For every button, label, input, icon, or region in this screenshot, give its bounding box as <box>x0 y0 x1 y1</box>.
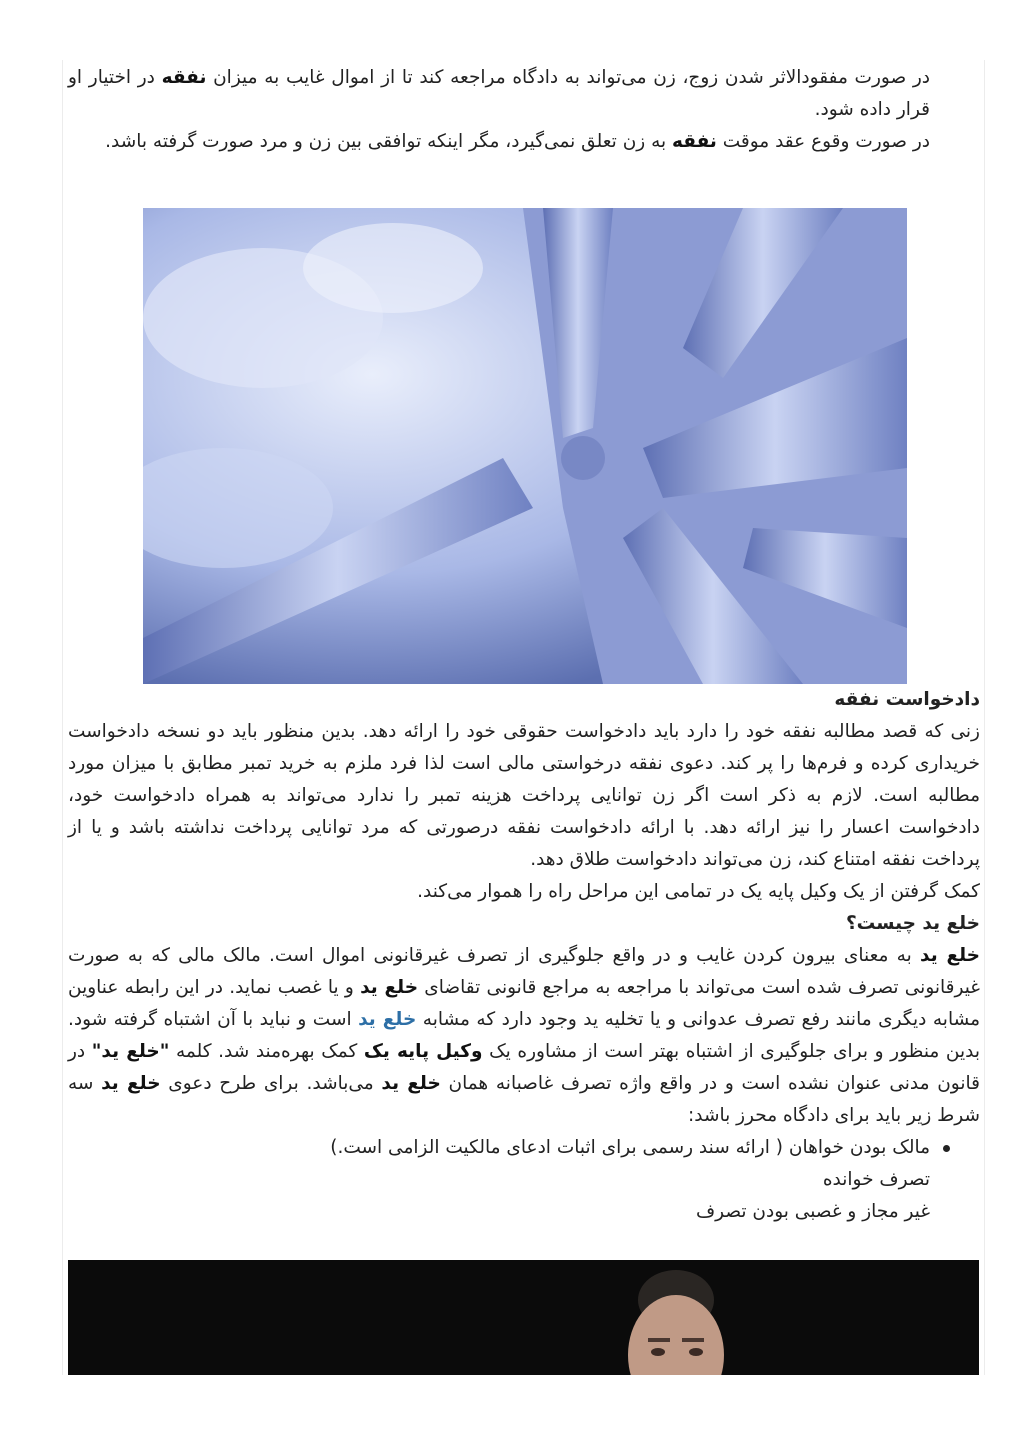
article-top <box>68 62 980 158</box>
paragraph-absent-husband: در صورت مفقودالاثر شدن زوج، زن می‌تواند به دادگاه مراجعه کند تا از اموال غایب به میزان نفقه در اختیار او قرار داده شود. <box>68 67 931 120</box>
bold-nafaqe: نفقه <box>672 131 717 152</box>
list-item: تصرف خوانده <box>822 1169 930 1190</box>
paragraph-khal-yad: خلع ید به معنای بیرون کردن غایب و در واقع جلوگیری از تصرف غیرقانونی اموال است. مالک مالی که به صورت غیرقانونی تصرف شده است می‌تواند با مراجعه به مراجع قانونی تقاضای خلع ید و یا غصب نماید. در این رابطه عناوین مشابه دیگری مانند رفع تصرف عدوانی و یا تخلیه ید وجود دارد که مشابه خلع ید است و نباید با آن اشتباه گرفته شود. بدین منظور و برای جلوگیری از اشتباه بهتر است از مشاوره یک وکیل پایه یک کمک بهره‌مند شد. کلمه "خلع ید" در قانون مدنی عنوان نشده است و در واقع واژه تصرف غاصبانه همان خلع ید می‌باشد. برای طرح دعوی خلع ید سه شرط زیر باید برای دادگاه محرز باشد: <box>68 945 981 1126</box>
courthouse-columns-image <box>143 208 907 684</box>
conditions-list <box>68 1132 980 1228</box>
bold-nafaqe: نفقه <box>161 67 207 88</box>
list-item: مالک بودن خواهان ( ارائه سند رسمی برای اثبات ادعای مالکیت الزامی است.) <box>68 1132 930 1164</box>
courthouse-columns-illustration <box>143 208 907 684</box>
heading-petition: دادخواست نفقه <box>834 689 980 710</box>
paragraph-lawyer-help: کمک گرفتن از یک وکیل پایه یک در تمامی این مراحل راه را هموار می‌کند. <box>417 881 980 902</box>
content-frame-right <box>984 60 985 1375</box>
paragraph-petition: زنی که قصد مطالبه نفقه خود را دارد باید دادخواست حقوقی خود را ارائه دهد. بدین منظور باید دو نسخه دادخواست خریداری کرده و فرم‌ها را پر کند. دعوی نفقه درخواستی مالی است لذا فرد ملزم به خرید تمبر مطابق با میزان مورد مطالبه است. لازم به ذکر است اگر زن توانایی پرداخت هزینه تمبر را ندارد می‌تواند به همراه دادخواست خود، دادخواست اعسار را نیز ارائه دهد. با ارائه دادخواست نفقه درصورتی که مرد توانایی پرداخت نداشته باشد و یا از پرداخت نفقه امتناع کند، زن می‌تواند دادخواست طلاق دهد. <box>68 721 980 870</box>
list-item: غیر مجاز و غصبی بودن تصرف <box>695 1201 930 1222</box>
paragraph-temporary-marriage: در صورت وقوع عقد موقت نفقه به زن تعلق نمی‌گیرد، مگر اینکه توافقی بین زن و مرد صورت گرفته باشد. <box>105 131 930 152</box>
heading-khal-yad: خلع ید چیست؟ <box>845 913 980 934</box>
lawyer-portrait-image <box>68 1260 979 1375</box>
content-frame-left <box>62 60 63 1375</box>
lawyer-portrait-illustration <box>68 1260 979 1375</box>
article-body <box>68 684 980 1228</box>
khal-yad-link[interactable]: خلع ید <box>358 1009 417 1030</box>
